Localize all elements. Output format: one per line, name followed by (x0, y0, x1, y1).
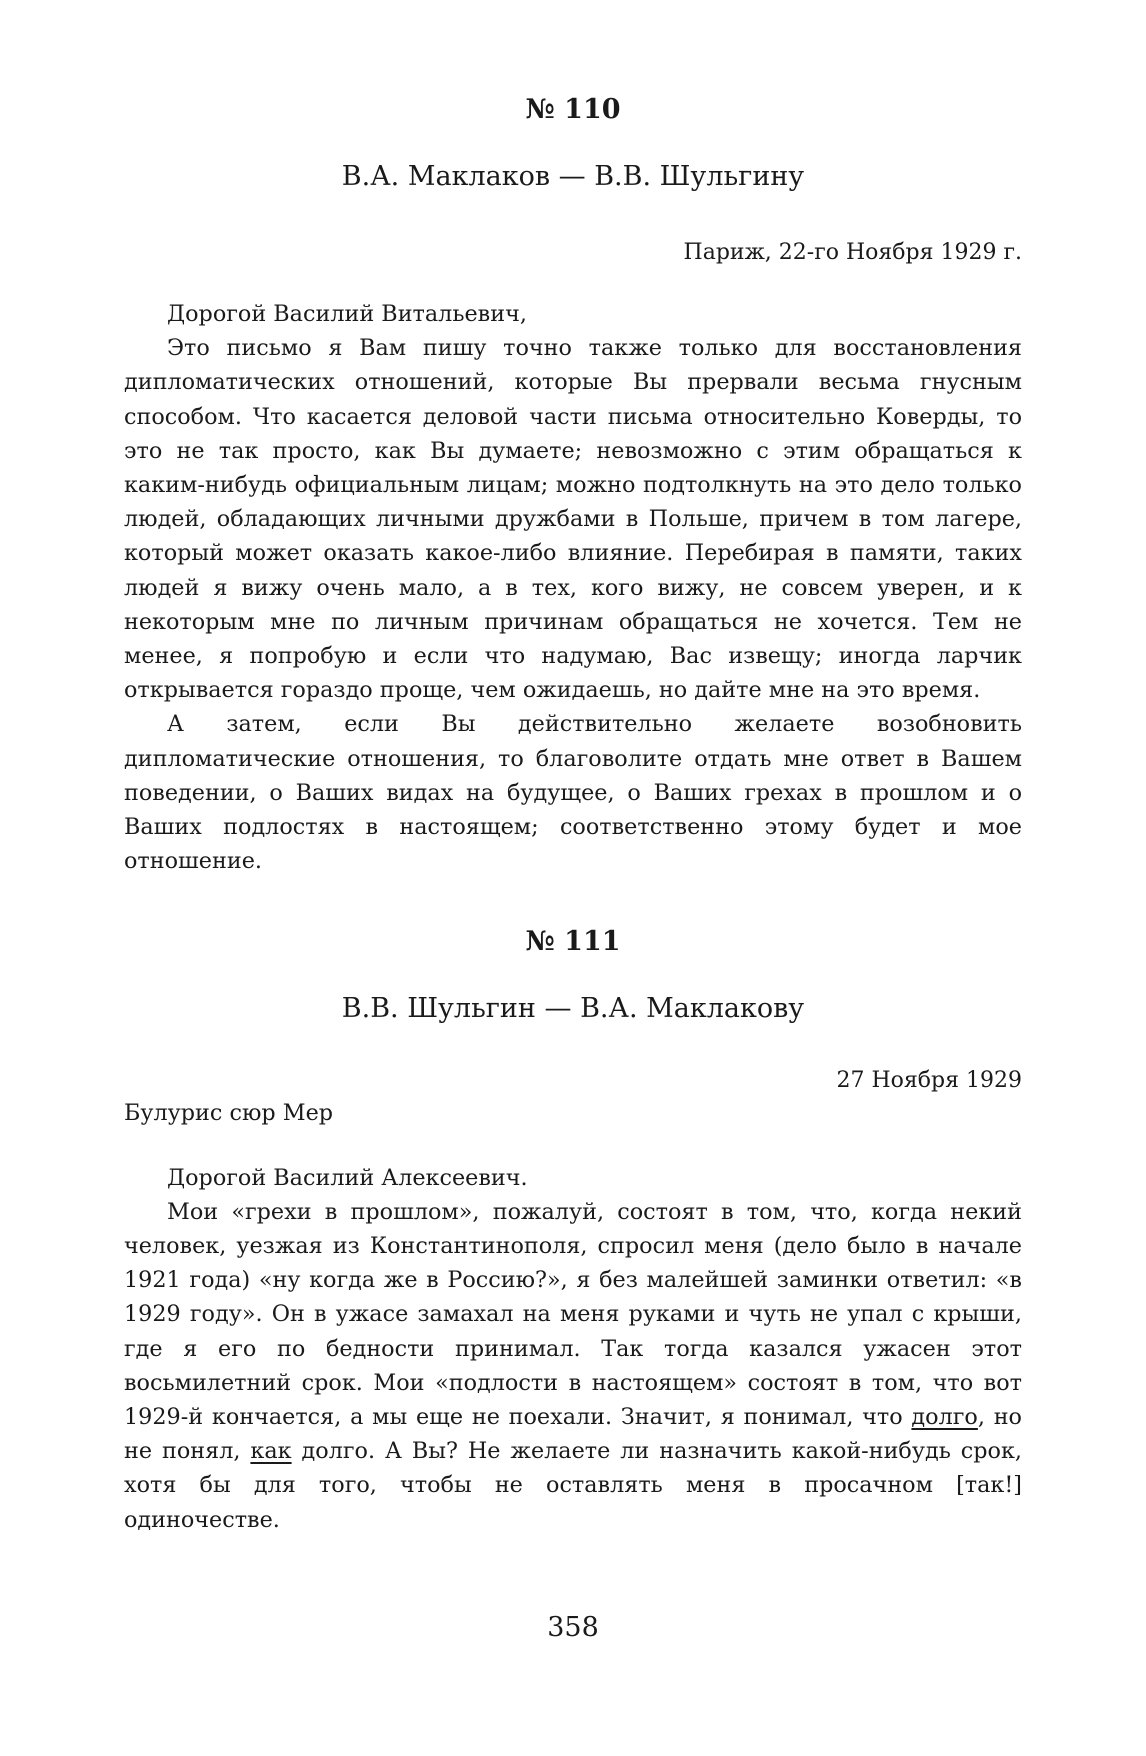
letter-111 (124, 928, 1022, 1536)
letter-place: Булурис сюр Мер (124, 1100, 334, 1127)
document-heading: В.В. Шульгин — В.А. Маклакову (341, 993, 805, 1025)
document-number: № 111 (525, 926, 621, 958)
letter-110 (124, 96, 1022, 878)
document-number: № 110 (525, 94, 621, 125)
letter-date: 27 Ноября 1929 (836, 1068, 1022, 1094)
body-text: , но не понял, (124, 1404, 1022, 1465)
document-page (124, 96, 1022, 1537)
body-text: долго. А Вы? Не желаете ли назначить какой-нибудь срок, хотя бы для того, чтобы не оставлять меня в просачном [так!] одиночестве. (124, 1438, 1022, 1533)
underlined-word: как (250, 1438, 292, 1465)
body-paragraph: А затем, если Вы действительно желаете возобновить дипломатические отношения, то благоволите отдать мне ответ в Вашем поведении, о Ваших видах на будущее, о Ваших грехах в прошлом и о Ваших подлостях в настоящем; соответственно этому будет и мое отношение. (124, 711, 1022, 875)
salutation: Дорогой Василий Алексеевич. (167, 1164, 528, 1191)
page-number: 358 (547, 1612, 599, 1643)
body-paragraph (124, 1195, 1022, 1537)
body-text: Мои «грехи в прошлом», пожалуй, состоят в том, что, когда некий человек, уезжая из Константинополя, спросил меня (дело было в начале 1921 года) «ну когда же в Россию?», я без малейшей заминки ответил: «в 1929 году». Он в ужасе замахал на меня руками и чуть не упал с крыши, где я его по бедности принимал. Так тогда казался ужасен этот восьмилетний срок. Мои «подлости в настоящем» состоят в том, что вот 1929-й кончается, а мы еще не поехали. Значит, я понимал, что (124, 1198, 1022, 1431)
document-heading: В.А. Маклаков — В.В. Шульгину (341, 161, 805, 192)
underlined-word: долго (911, 1404, 978, 1431)
body-paragraph: Это письмо я Вам пишу точно также только для восстановления дипломатических отношений, которые Вы прервали весьма гнусным способом. Что касается деловой части письма относительно Коверды, то это не так просто, как Вы думаете; невозможно с этим обращаться к каким-нибудь официальным лицам; можно подтолкнуть на это дело только людей, обладающих личными дружбами в Польше, причем в том лагере, который может оказать какое-либо влияние. Перебирая в памяти, таких людей я вижу очень мало, а в тех, кого вижу, не совсем уверен, и к некоторым мне по личным причинам обращаться не хочется. Тем не менее, я попробую и если что надумаю, Вас извещу; иногда ларчик открывается гораздо проще, чем ожидаешь, но дайте мне на это время. (124, 335, 1022, 704)
letter-date: Париж, 22-го Ноября 1929 г. (683, 240, 1022, 265)
salutation: Дорогой Василий Витальевич, (167, 301, 527, 327)
